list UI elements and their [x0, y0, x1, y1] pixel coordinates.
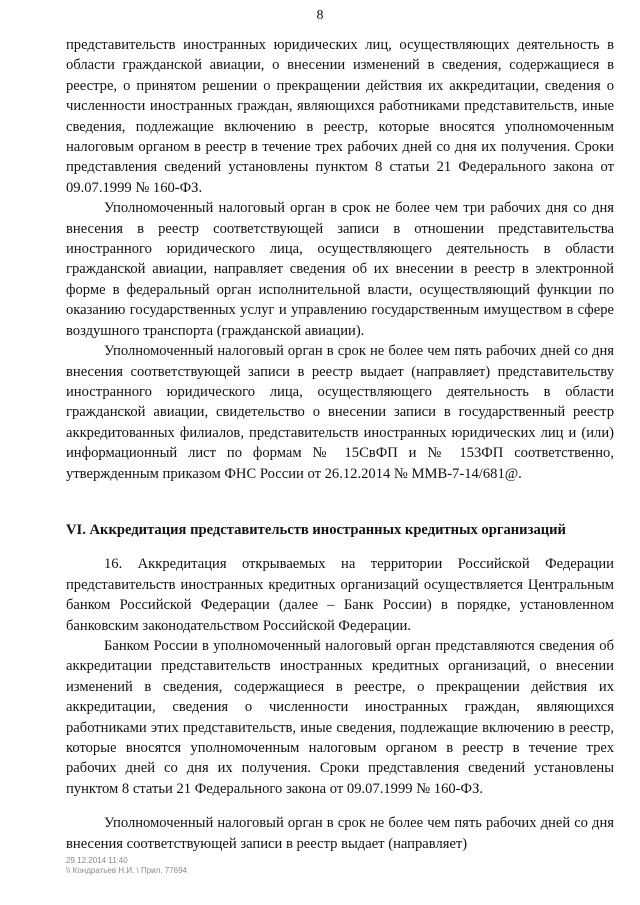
paragraph-continuation: представительств иностранных юридических лиц, осуществляющих деятельность в области гражданской авиации, о внесении изменений в сведения, содержащиеся в реестре, о принятом решении о прекращении действия их аккредитации, сведения о численности иностранных граждан, являющихся работниками представительств, иные сведения, подлежащие включению в реестр, которые вносятся уполномоченным налоговым органом в реестр в течение трех рабочих дней со дня их получения. Сроки представления сведений установлены пунктом 8 статьи 21 Федерального закона от 09.07.1999 № 160-ФЗ. — [66, 37, 614, 196]
document-body — [66, 35, 614, 854]
footer-document-ref: \\ Кондратьев Н.И. \ Прил. 77694 — [66, 866, 188, 875]
paragraph-credit-certificate: Уполномоченный налоговый орган в срок не более чем пять рабочих дней со дня внесения соответствующей записи в реестр выдает (направляет) — [66, 815, 614, 852]
paragraph-aviation-notification: Уполномоченный налоговый орган в срок не более чем три рабочих дня со дня внесения в реестр соответствующей записи в отношении представительства иностранного юридического лица, осуществляющего деятельность в области гражданской авиации, направляет сведения об их внесении в реестр в электронной форме в федеральный орган исполнительной власти, осуществляющий функции по оказанию государственных услуг и управлению государственным имуществом в сфере воздушного транспорта (гражданской авиации). — [66, 200, 614, 339]
paragraph-bank-of-russia-info: Банком России в уполномоченный налоговый орган представляются сведения об аккредитации представительств иностранных кредитных организаций, о внесении изменений в сведения, содержащиеся в реестре, о прекращении действия их аккредитации, сведения о численности иностранных граждан, являющихся работниками этих представительств, иные сведения, подлежащие включению в реестр, которые вносятся уполномоченным налоговым органом в реестр в течение трех рабочих дней со дня их получения. Сроки представления сведений установлены пунктом 8 статьи 21 Федерального закона от 09.07.1999 № 160-ФЗ. — [66, 637, 614, 797]
paragraph-aviation-certificate: Уполномоченный налоговый орган в срок не более чем пять рабочих дней со дня внесения соответствующей записи в реестр выдает (направляет) представительству иностранного юридического лица, осуществляющего деятельность в области гражданской авиации, свидетельство о внесении записи в государственный реестр аккредитованных филиалов, представительств иностранных юридических лиц и (или) информационный лист по формам № 15СвФП и № 153ФП соответственно, утвержденным приказом ФНС России от 26.12.2014 № ММВ-7-14/681@. — [66, 343, 614, 482]
page-number: 8 — [316, 8, 324, 23]
footer-timestamp: 29.12.2014 11:40 — [66, 856, 128, 865]
paragraph-clause-16: 16. Аккредитация открываемых на территории Российской Федерации представительств иностранных кредитных организаций осуществляется Центральным банком Российской Федерации (далее – Банк России) в порядке, установленном банковским законодательством Российской Федерации. — [66, 556, 614, 634]
section-heading: VI. Аккредитация представительств иностранных кредитных организаций — [66, 521, 566, 538]
document-footer-stamp — [66, 856, 187, 876]
